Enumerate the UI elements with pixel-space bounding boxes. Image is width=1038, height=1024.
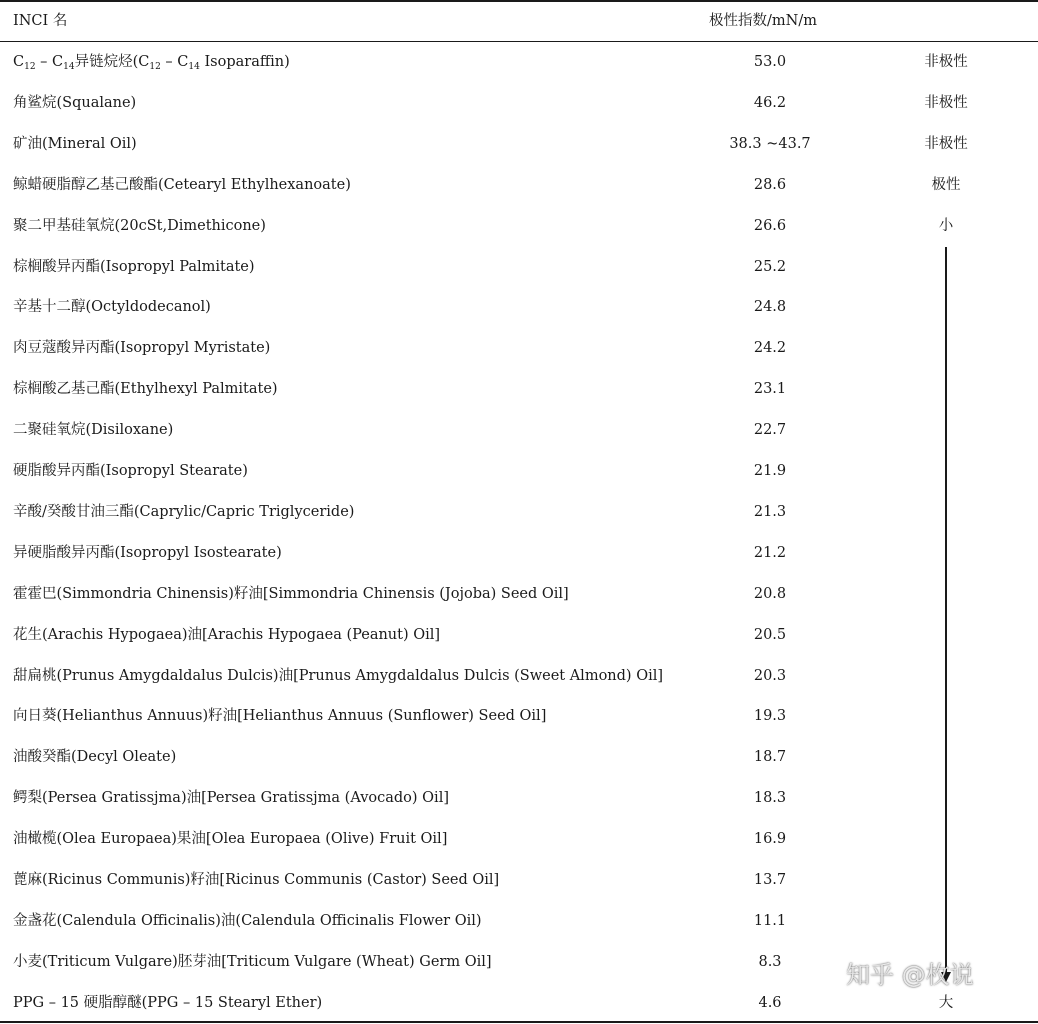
table-row [0, 42, 1038, 83]
polarity-index-value: 38.3 ~43.7 [729, 135, 811, 152]
carbon-subscript: 12 [149, 62, 161, 72]
ingredient-name: 二聚硅氧烷(Disiloxane) [13, 422, 174, 439]
ingredient-name: PPG – 15 硬脂醇醚(PPG – 15 Stearyl Ether) [13, 994, 323, 1011]
polarity-index-value: 46.2 [753, 94, 787, 111]
table-row [0, 533, 1038, 574]
polarity-index-value: 23.1 [753, 381, 787, 398]
ingredient-name-part: – C [160, 54, 189, 70]
polarity-index-value: 26.6 [753, 217, 787, 234]
polarity-label: 非极性 [924, 94, 968, 111]
polarity-index-value: 21.2 [753, 544, 787, 561]
polarity-index-value: 21.3 [753, 503, 787, 520]
polarity-index-value: 25.2 [753, 258, 787, 275]
watermark: 知乎 @枚说 [846, 961, 974, 989]
polarity-index-value: 24.2 [753, 340, 787, 357]
ingredient-name: 棕榈酸异丙酯(Isopropyl Palmitate) [13, 258, 255, 275]
table-row [0, 451, 1038, 492]
table-row [0, 656, 1038, 697]
carbon-subscript: 14 [188, 62, 200, 72]
ingredient-name: 棕榈酸乙基己酯(Ethylhexyl Palmitate) [13, 381, 278, 398]
polarity-index-value: 24.8 [753, 299, 787, 316]
ingredient-name: 向日葵(Helianthus Annuus)籽油[Helianthus Annuus (Sunflower) Seed Oil] [13, 708, 547, 725]
column-header-inci-name: INCI 名 [13, 13, 68, 29]
polarity-index-value: 4.6 [758, 994, 782, 1011]
ingredient-name [13, 52, 290, 72]
polarity-index-value: 22.7 [753, 422, 787, 439]
ingredient-name: 异硬脂酸异丙酯(Isopropyl Isostearate) [13, 544, 282, 561]
table-row [0, 410, 1038, 451]
table-row [0, 819, 1038, 860]
ingredient-name: 霍霍巴(Simmondria Chinensis)籽油[Simmondria Chinensis (Jojoba) Seed Oil] [13, 585, 569, 602]
table-row [0, 165, 1038, 206]
ingredient-name-part: – C [35, 54, 64, 70]
table-row [0, 247, 1038, 288]
ingredient-name: 硬脂酸异丙酯(Isopropyl Stearate) [13, 463, 248, 479]
polarity-index-value: 18.3 [753, 790, 787, 807]
polarity-increase-arrow-line [945, 247, 947, 975]
table-row [0, 778, 1038, 819]
table-row [0, 615, 1038, 656]
ingredient-name: 金盏花(Calendula Officinalis)油(Calendula Officinalis Flower Oil) [13, 912, 482, 929]
table-row [0, 901, 1038, 942]
ingredient-name: 辛基十二醇(Octyldodecanol) [13, 299, 211, 316]
ingredient-name: 花生(Arachis Hypogaea)油[Arachis Hypogaea (Peanut) Oil] [13, 626, 441, 643]
carbon-subscript: 12 [24, 62, 36, 72]
table-top-rule [0, 0, 1038, 2]
ingredient-name: 鲸蜡硬脂醇乙基己酸酯(Cetearyl Ethylhexanoate) [13, 176, 351, 193]
ingredient-name: 聚二甲基硅氧烷(20cSt,Dimethicone) [13, 217, 266, 234]
polarity-index-value: 16.9 [753, 831, 787, 848]
table-row [0, 124, 1038, 165]
table-row [0, 83, 1038, 124]
ingredient-name: 肉豆蔻酸异丙酯(Isopropyl Myristate) [13, 340, 271, 357]
polarity-label: 极性 [931, 176, 961, 193]
ingredient-name-part: Isoparaffin) [199, 54, 290, 70]
polarity-index-value: 53.0 [753, 54, 787, 70]
polarity-index-value: 28.6 [753, 176, 787, 193]
polarity-label: 小 [938, 217, 954, 234]
ingredient-name: 小麦(Triticum Vulgare)胚芽油[Triticum Vulgare (Wheat) Germ Oil] [13, 953, 492, 970]
ingredient-name: 油酸癸酯(Decyl Oleate) [13, 749, 177, 766]
polarity-label: 大 [938, 994, 954, 1011]
table-row [0, 860, 1038, 901]
ingredient-name: 矿油(Mineral Oil) [13, 135, 137, 152]
polarity-index-value: 19.3 [753, 708, 787, 725]
polarity-index-value: 20.5 [753, 626, 787, 643]
carbon-subscript: 14 [63, 62, 75, 72]
table-row [0, 696, 1038, 737]
ingredient-name: 甜扁桃(Prunus Amygdaldalus Dulcis)油[Prunus Amygdaldalus Dulcis (Sweet Almond) Oil] [13, 667, 664, 684]
polarity-index-value: 20.3 [753, 667, 787, 684]
polarity-index-value: 11.1 [753, 912, 787, 929]
polarity-index-value: 20.8 [753, 585, 787, 602]
ingredient-name-part: C [13, 54, 25, 70]
polarity-index-value: 13.7 [753, 872, 787, 888]
table-row [0, 287, 1038, 328]
polarity-label: 非极性 [924, 54, 968, 70]
ingredient-name: 辛酸/癸酸甘油三酯(Caprylic/Capric Triglyceride) [13, 503, 355, 520]
table-row [0, 737, 1038, 778]
ingredient-name: 鳄梨(Persea Gratissjma)油[Persea Gratissjma (Avocado) Oil] [13, 790, 449, 807]
table-row [0, 206, 1038, 247]
polarity-index-value: 18.7 [753, 749, 787, 766]
ingredient-name: 角鲨烷(Squalane) [13, 94, 137, 111]
ingredient-name: 蓖麻(Ricinus Communis)籽油[Ricinus Communis (Castor) Seed Oil] [13, 872, 500, 888]
ingredient-name: 油橄榄(Olea Europaea)果油[Olea Europaea (Olive) Fruit Oil] [13, 831, 448, 848]
ingredient-name-part: 异链烷烃(C [74, 54, 150, 70]
table-row [0, 492, 1038, 533]
table-row [0, 369, 1038, 410]
column-header-polarity-index: 极性指数/mN/m [709, 13, 817, 29]
table-row [0, 328, 1038, 369]
polarity-index-value: 21.9 [753, 463, 787, 479]
polarity-index-value: 8.3 [758, 953, 782, 970]
table-row [0, 574, 1038, 615]
polarity-label: 非极性 [924, 135, 968, 152]
